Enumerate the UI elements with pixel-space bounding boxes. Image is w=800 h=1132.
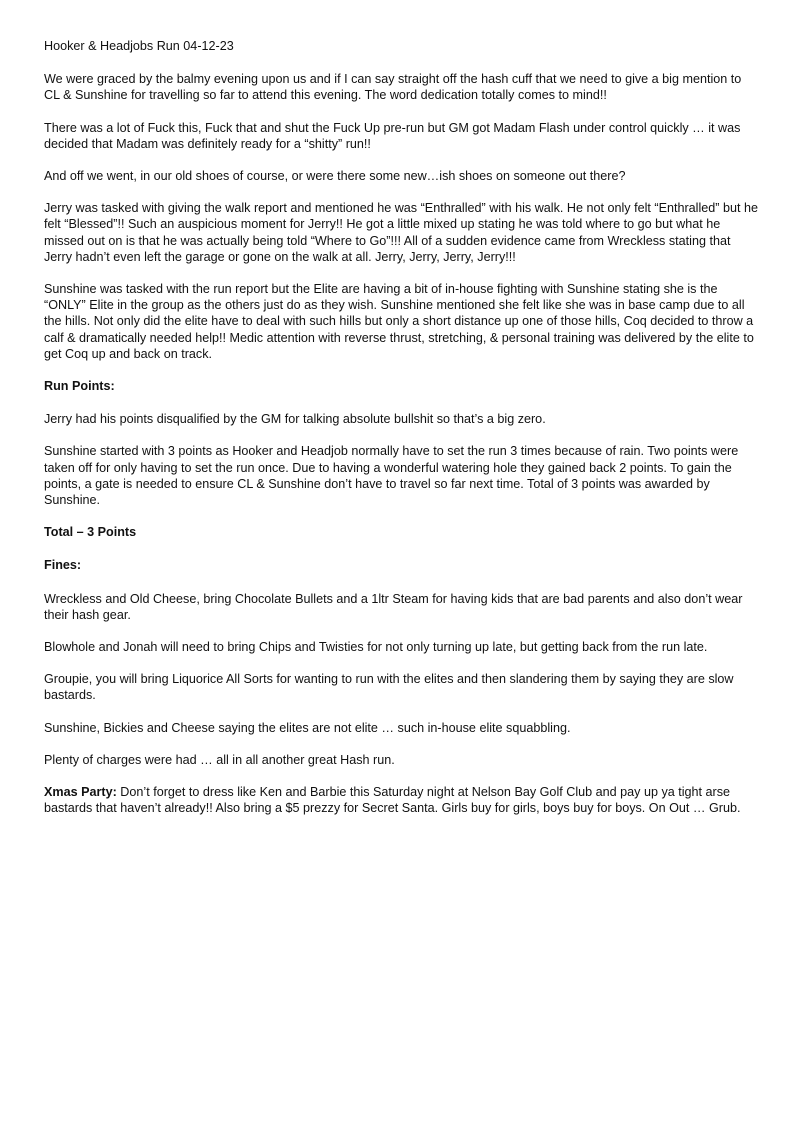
pre-run-paragraph: There was a lot of Fuck this, Fuck that and shut the Fuck Up pre-run but GM got Madam Flash under control quickly … it was decided that Madam was definitely ready for a “shitty” run!! <box>44 120 741 151</box>
fine-4-paragraph: Sunshine, Bickies and Cheese saying the elites are not elite … such in-house elite squabbling. <box>44 720 571 735</box>
points-sunshine-paragraph: Sunshine started with 3 points as Hooker and Headjob normally have to set the run 3 times because of rain. Two points were taken off for only having to set the run once. Due to having a wonderful watering hole they gained back 2 points. To gain the points, a gate is needed to ensure CL & Sunshine don’t have to travel so far next time. Total of 3 points was awarded by Sunshine. <box>44 444 739 508</box>
fine-3-paragraph: Groupie, you will bring Liquorice All Sorts for wanting to run with the elites and then slandering them by saying they are slow bastards. <box>44 672 734 703</box>
points-jerry-paragraph: Jerry had his points disqualified by the GM for talking absolute bullshit so that’s a big zero. <box>44 412 546 427</box>
xmas-party-label: Xmas Party: <box>44 785 117 800</box>
fine-1-paragraph: Wreckless and Old Cheese, bring Chocolate Bullets and a 1ltr Steam for having kids that are bad parents and also don’t wear their hash gear. <box>44 591 743 622</box>
run-report-paragraph: Sunshine was tasked with the run report but the Elite are having a bit of in-house fighting with Sunshine stating she is the “ONLY” Elite in the group as the others just do as they wish. Sunshine mentioned she felt like she was in base camp due to all the hills. Not only did the elite have to deal with such hills but only a short distance up one of those hills, Coq decided to throw a calf & dramatically needed help!! Medic attention with reverse thrust, stretching, & personal training was delivered by the elite to get Coq up and back on track. <box>44 282 754 361</box>
plenty-paragraph: Plenty of charges were had … all in all another great Hash run. <box>44 752 395 767</box>
xmas-party-paragraph <box>44 784 760 816</box>
total-points-heading: Total – 3 Points <box>44 525 137 540</box>
fine-2-paragraph: Blowhole and Jonah will need to bring Chips and Twisties for not only turning up late, but getting back from the run late. <box>44 640 708 655</box>
off-we-went-paragraph: And off we went, in our old shoes of course, or were there some new…ish shoes on someone out there? <box>44 169 626 184</box>
document-title: Hooker & Headjobs Run 04-12-23 <box>44 39 234 53</box>
run-points-heading: Run Points: <box>44 379 115 394</box>
walk-report-paragraph: Jerry was tasked with giving the walk report and mentioned he was “Enthralled” with his walk. He not only felt “Enthralled” but he felt “Blessed”!! Such an auspicious moment for Jerry!! He got a little mixed up stating he was told where to go but what he missed out on is that he was actually being told “Where to Go”!!! All of a sudden evidence came from Wreckless stating that Jerry hadn’t even left the garage or gone on the walk at all. Jerry, Jerry, Jerry, Jerry!!! <box>44 201 758 264</box>
document-page <box>44 38 760 833</box>
fines-heading: Fines: <box>44 558 82 573</box>
intro-paragraph: We were graced by the balmy evening upon us and if I can say straight off the hash cuff that we need to give a big mention to CL & Sunshine for travelling so far to attend this evening. The word dedication totally comes to mind!! <box>44 72 742 103</box>
xmas-party-text: Don’t forget to dress like Ken and Barbie this Saturday night at Nelson Bay Golf Club and pay up ya tight arse bastards that haven’t already!! Also bring a $5 prezzy for Secret Santa. Girls buy for girls, boys buy for boys. On Out … Grub. <box>44 785 741 816</box>
